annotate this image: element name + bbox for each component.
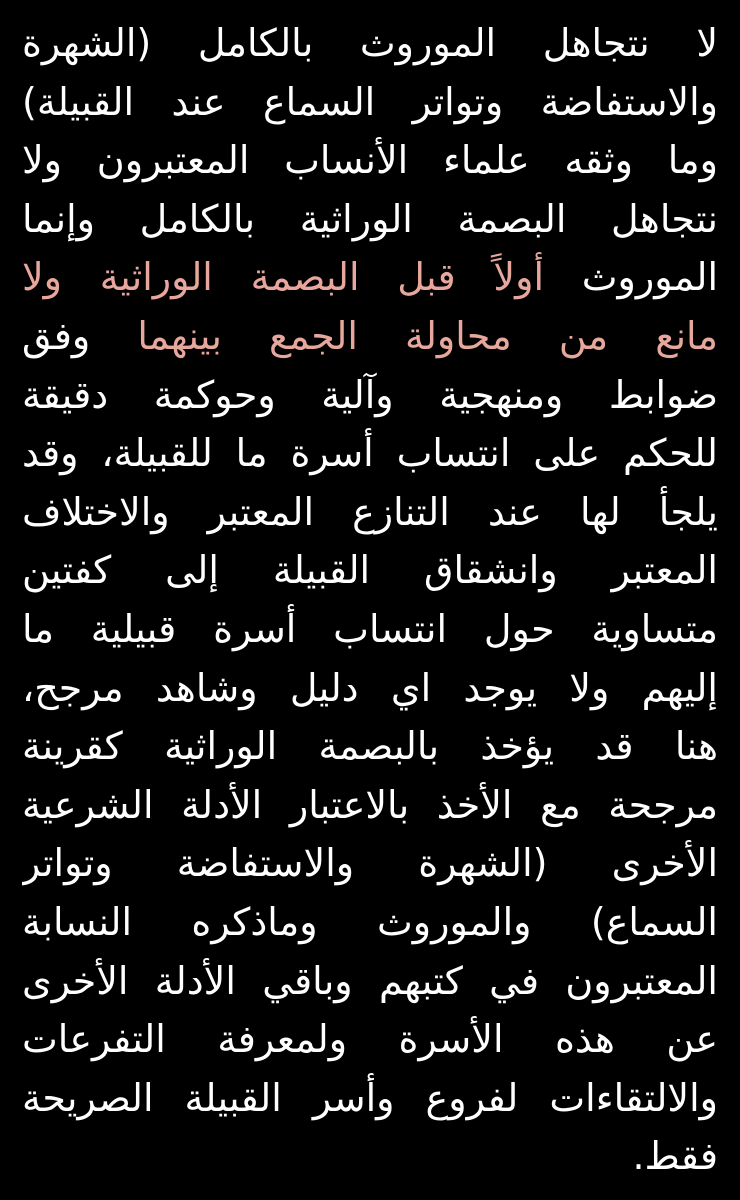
text-segment: متساوية حول انتساب أسرة قبيلية ما: [22, 606, 718, 651]
text-segment: إليهم ولا يوجد اي دليل وشاهد مرجح،: [22, 665, 718, 710]
text-segment: للحكم على انتساب أسرة ما للقبيلة، وقد: [22, 431, 718, 476]
text-segment: المعتبر وانشقاق القبيلة إلى كفتين: [22, 548, 718, 593]
text-segment: لا نتجاهل الموروث بالكامل (الشهرة: [22, 21, 718, 65]
highlighted-text: مانع من محاولة الجمع بينهما: [137, 313, 718, 358]
text-line: [22, 1127, 718, 1186]
text-line: [22, 541, 718, 600]
text-segment: فقط.: [632, 1134, 718, 1179]
text-line: [22, 190, 718, 249]
text-line: [22, 131, 718, 190]
text-line: [22, 483, 718, 542]
text-segment: وما وثقه علماء الأنساب المعتبرون ولا: [22, 138, 718, 183]
text-line: [22, 893, 718, 952]
text-segment: وفق: [22, 313, 138, 358]
text-segment: الموروث: [544, 255, 718, 300]
text-segment: ضوابط ومنهجية وآلية وحوكمة دقيقة: [22, 372, 718, 417]
text-line: [22, 14, 718, 73]
text-line: [22, 1069, 718, 1128]
text-line: [22, 366, 718, 425]
text-line: [22, 776, 718, 835]
text-line: [22, 834, 718, 893]
text-line: [22, 659, 718, 718]
text-segment: نتجاهل البصمة الوراثية بالكامل وإنما: [22, 196, 718, 241]
text-line: [22, 600, 718, 659]
text-segment: المعتبرون في كتبهم وباقي الأدلة الأخرى: [22, 958, 718, 1003]
text-segment: يلجأ لها عند التنازع المعتبر والاختلاف: [22, 489, 718, 534]
text-segment: السماع) والموروث وماذكره النسابة: [22, 899, 718, 944]
text-segment: مرجحة مع الأخذ بالاعتبار الأدلة الشرعية: [22, 782, 718, 827]
text-line: [22, 1010, 718, 1069]
text-line: [22, 424, 718, 483]
text-segment: والاستفاضة وتواتر السماع عند القبيلة): [22, 79, 718, 124]
text-segment: عن هذه الأسرة ولمعرفة التفرعات: [22, 1017, 718, 1062]
text-segment: هنا قد يؤخذ بالبصمة الوراثية كقرينة: [22, 724, 718, 769]
text-segment: الأخرى (الشهرة والاستفاضة وتواتر: [22, 841, 718, 886]
highlighted-text: أولاً قبل البصمة الوراثية ولا: [22, 255, 545, 300]
text-line: [22, 248, 718, 307]
text-line: [22, 307, 718, 366]
text-line: [22, 952, 718, 1011]
text-line: [22, 717, 718, 776]
text-line: [22, 73, 718, 132]
text-segment: والالتقاءات لفروع وأسر القبيلة الصريحة: [22, 1075, 718, 1120]
